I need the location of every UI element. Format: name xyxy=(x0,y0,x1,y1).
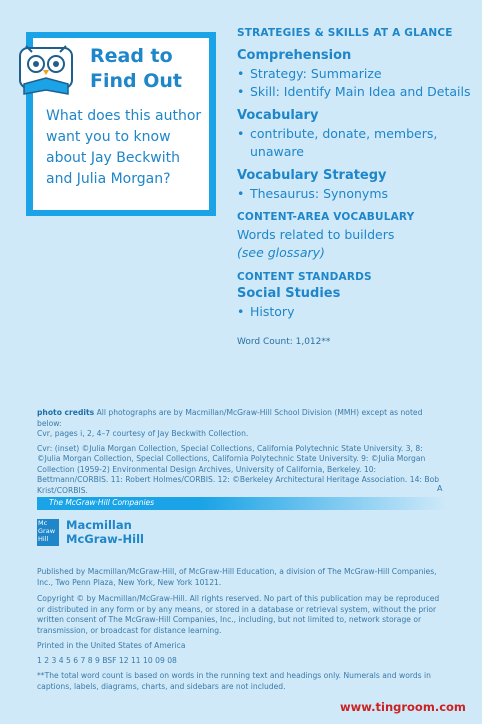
copyright-notice: Copyright © by Macmillan/McGraw-Hill. All rights reserved. No part of this publication may be reproduced or distributed in any form or by any means, or stored in a database or retrieval system, without the prior written consent of The McGraw-Hill Companies, Inc., including, but not limited to, network storage or transmission, or broadcast for distance learning. xyxy=(37,594,440,635)
vocab-strategy-list xyxy=(237,185,477,203)
band-text: The McGraw·Hill Companies xyxy=(49,498,155,507)
mcgraw-hill-logo: Mc Graw Hill xyxy=(37,519,59,546)
word-count-note: **The total word count is based on words in the running text and headings only. Numerals and words in captions, labels, diagrams, charts, and sidebars are not included. xyxy=(37,671,431,691)
logo-line-2: McGraw-Hill xyxy=(66,532,144,546)
credits-line-2: Cvr, pages i, 2, 4–7 courtesy of Jay Beckwith Collection. xyxy=(37,429,249,438)
standards-list xyxy=(237,303,477,321)
credits-paragraph-2: Cvr: (inset) ©Julia Morgan Collection, Special Collections, California Polytechnic State University. 3, 8: ©Julia Morgan Collection, Special Collections, California Polytechnic State University. 9: ©Julia Morgan Collection (1959-2) Environmental Design Archives, University of California, Berkeley. 10: Bettmann/CORBIS. 11: Robert Holmes/CORBIS. 12: ©Berkeley Architectural Heritage Association. 14: Bob Krist/CORBIS. xyxy=(37,443,440,495)
content-standards-title: CONTENT STANDARDS xyxy=(237,271,372,283)
title-line-2: Find Out xyxy=(90,70,182,92)
vocabulary-list xyxy=(237,125,477,161)
mcgraw-hill-band xyxy=(37,497,447,510)
list-item: • contribute, donate, members, unaware xyxy=(237,126,438,159)
logo-line-1: Macmillan xyxy=(66,518,132,532)
credits-line-1: All photographs are by Macmillan/McGraw-Hill School Division (MMH) except as noted below: xyxy=(37,408,423,428)
printed-in: Printed in the United States of America xyxy=(37,641,186,650)
publisher-logo-text xyxy=(66,518,144,546)
word-count: Word Count: 1,012** xyxy=(237,337,331,347)
owl-reading-icon xyxy=(14,40,78,100)
list-item: • Strategy: Summarize xyxy=(237,66,382,81)
content-area-line-1: Words related to builders xyxy=(237,227,395,242)
print-numbers: 1 2 3 4 5 6 7 8 9 BSF 12 11 10 09 08 xyxy=(37,656,177,665)
standards-subtitle: Social Studies xyxy=(237,286,341,301)
content-area-line-2: (see glossary) xyxy=(237,245,325,260)
read-to-find-out-title xyxy=(90,44,210,94)
site-watermark: www.tingroom.com xyxy=(340,700,466,714)
photo-credits xyxy=(37,408,447,500)
credits-label: photo credits xyxy=(37,408,95,417)
vocabulary-title: Vocabulary xyxy=(237,108,319,123)
comprehension-title: Comprehension xyxy=(237,48,352,63)
list-item: • Thesaurus: Synonyms xyxy=(237,186,389,201)
content-area-title: CONTENT-AREA VOCABULARY xyxy=(237,211,415,223)
corner-letter: A xyxy=(437,484,443,493)
read-to-find-out-question: What does this author want you to know about Jay Beckwith and Julia Morgan? xyxy=(46,108,202,187)
list-item: • Skill: Identify Main Idea and Details xyxy=(237,84,471,99)
published-by: Published by Macmillan/McGraw-Hill, of McGraw-Hill Education, a division of The McGraw-Hill Companies, Inc., Two Penn Plaza, New York, New York 10121. xyxy=(37,567,437,587)
list-item: • History xyxy=(237,304,295,319)
comprehension-list xyxy=(237,65,477,101)
glance-heading: STRATEGIES & SKILLS AT A GLANCE xyxy=(237,27,453,39)
title-line-1: Read to xyxy=(90,45,173,67)
strategies-skills-column xyxy=(237,27,477,347)
vocab-strategy-title: Vocabulary Strategy xyxy=(237,168,387,183)
